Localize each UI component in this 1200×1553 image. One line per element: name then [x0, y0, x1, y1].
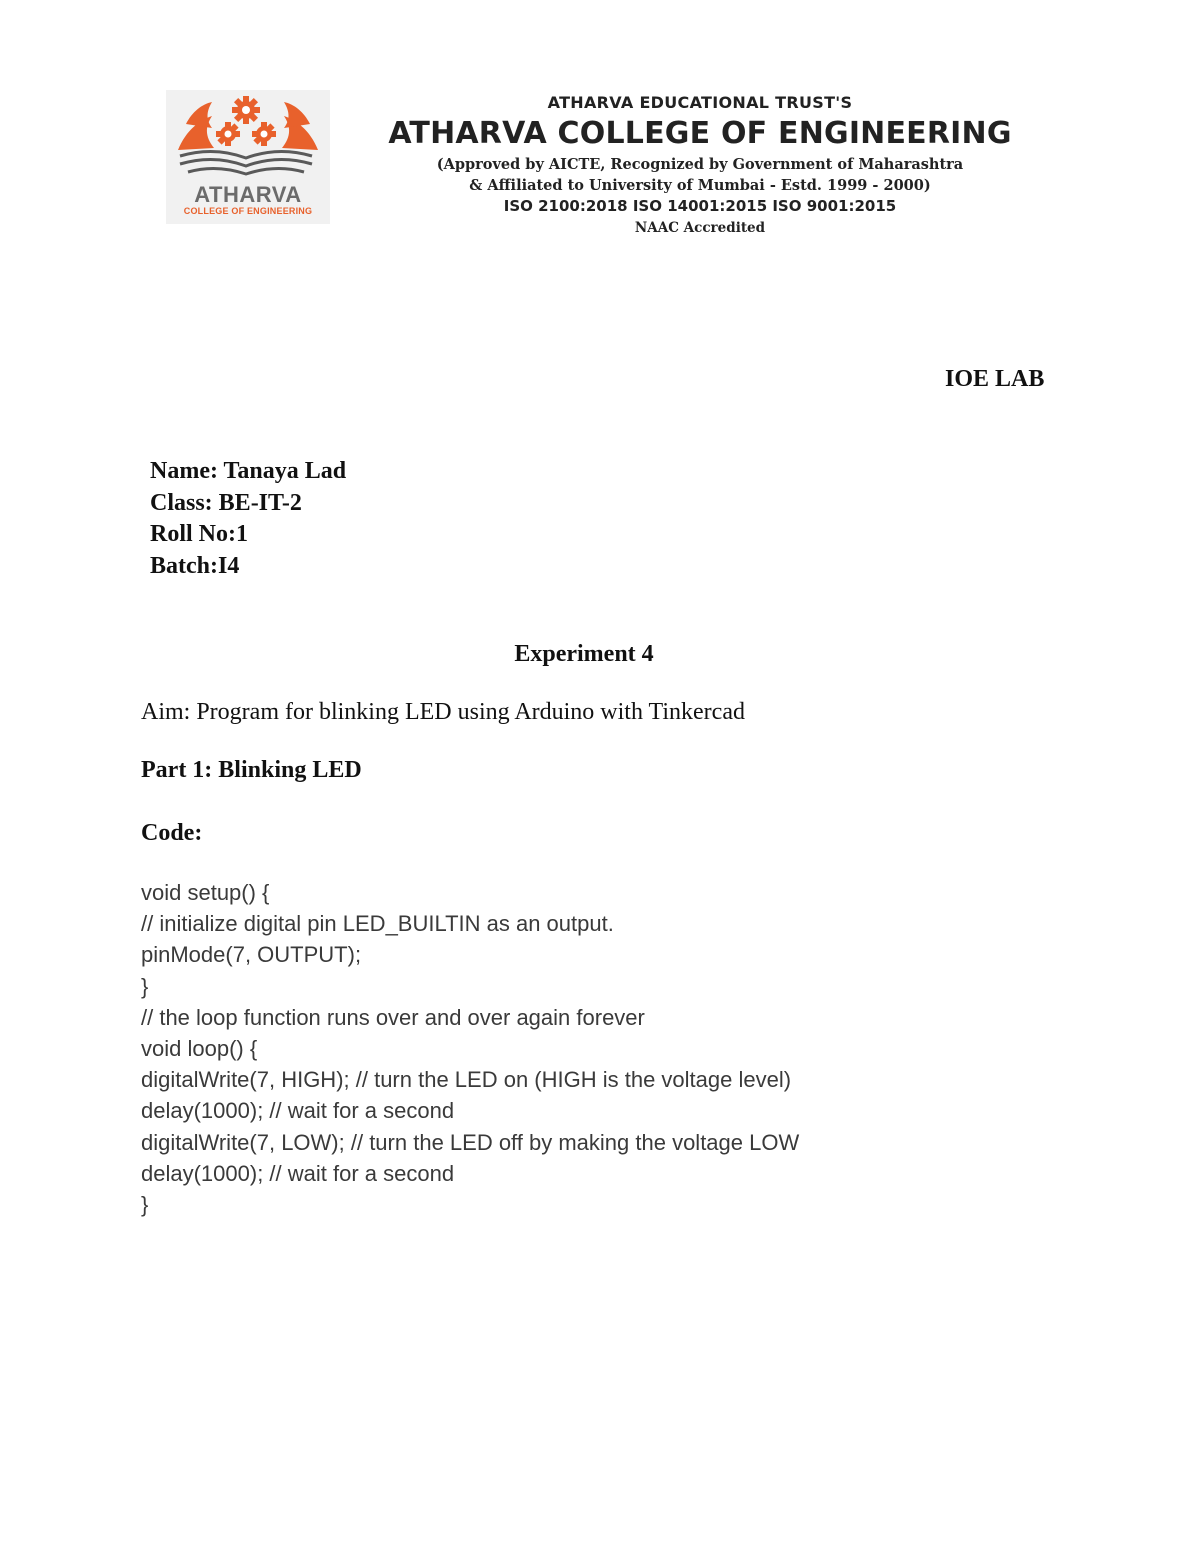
code-line: void loop() {	[141, 1036, 258, 1062]
student-class: Class: BE-IT-2	[150, 489, 302, 516]
code-line: void setup() {	[141, 880, 270, 905]
approval-line-1: (Approved by AICTE, Recognized by Government of Maharashtra	[436, 156, 964, 173]
lab-title: IOE LAB	[945, 366, 1045, 392]
experiment-title: Experiment 4	[514, 641, 654, 667]
code-line: }	[141, 1192, 149, 1218]
atharva-logo-icon	[166, 90, 330, 182]
code-line: digitalWrite(7, HIGH); // turn the LED on (HIGH is the voltage level)	[141, 1067, 792, 1093]
college-name: ATHARVA COLLEGE OF ENGINEERING	[388, 116, 1012, 151]
code-line: digitalWrite(7, LOW); // turn the LED off by making the voltage LOW	[141, 1129, 800, 1155]
experiment-aim: Aim: Program for blinking LED using Arduino with Tinkercad	[141, 699, 745, 725]
student-roll: Roll No:1	[150, 521, 248, 547]
code-line: delay(1000); // wait for a second	[141, 1098, 455, 1124]
logo-name: ATHARVA	[194, 182, 302, 207]
part-heading: Part 1: Blinking LED	[141, 757, 362, 783]
code-line: delay(1000); // wait for a second	[141, 1160, 455, 1186]
code-line: // initialize digital pin LED_BUILTIN as an output.	[141, 911, 614, 937]
approval-line-2: & Affiliated to University of Mumbai - Estd. 1999 - 2000)	[469, 177, 931, 194]
code-line: // the loop function runs over and over again forever	[141, 1004, 645, 1030]
college-logo	[166, 90, 330, 224]
code-line: pinMode(7, OUTPUT);	[141, 942, 362, 968]
code-label: Code:	[141, 820, 203, 846]
code-listing	[141, 877, 799, 1220]
logo-subtitle: COLLEGE OF ENGINEERING	[183, 206, 313, 216]
student-batch: Batch:I4	[150, 552, 240, 579]
trust-name: ATHARVA EDUCATIONAL TRUST'S	[547, 93, 853, 112]
code-line: }	[141, 973, 149, 999]
student-name: Name: Tanaya Lad	[150, 458, 347, 484]
college-header	[380, 92, 1020, 239]
student-details	[150, 456, 346, 582]
iso-certifications: ISO 2100:2018 ISO 14001:2015 ISO 9001:2015	[503, 197, 897, 215]
naac-accreditation: NAAC Accredited	[634, 220, 766, 236]
